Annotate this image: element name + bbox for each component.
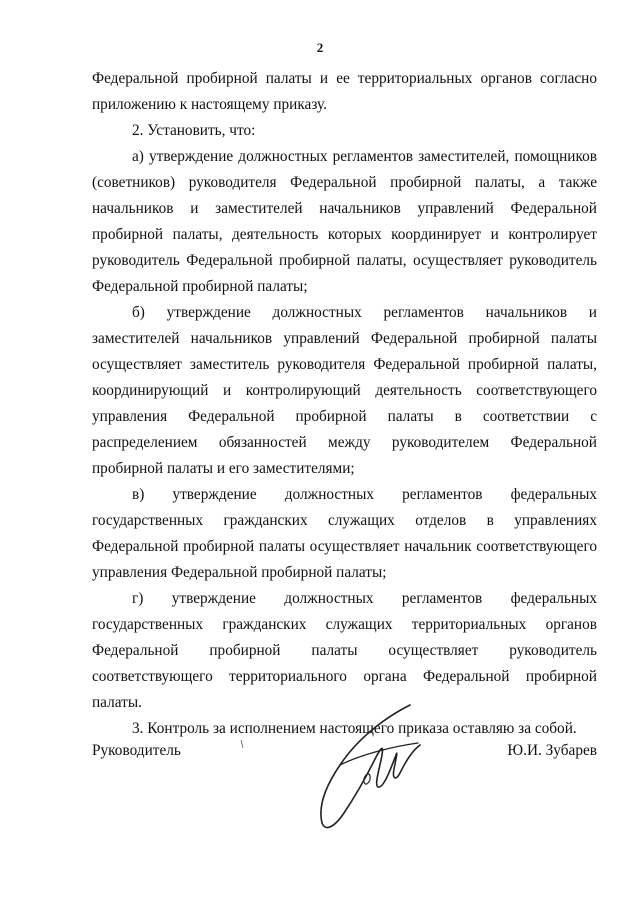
signatory-role: Руководитель bbox=[92, 742, 181, 759]
paragraph-item-2: 2. Установить, что: bbox=[132, 122, 256, 139]
page-number: 2 bbox=[316, 40, 324, 55]
handwritten-signature bbox=[300, 695, 440, 835]
signatory-name: Ю.И. Зубарев bbox=[507, 742, 597, 759]
paragraph-continuation: Федеральной пробирной палаты и ее территориальных органов согласно приложению к настоящему приказу. bbox=[92, 70, 597, 113]
paragraph-subitem-v: в) утверждение должностных регламентов федеральных государственных гражданских служащих отделов в управлениях Федеральной пробирной палаты осуществляет начальник соответствующего управления Федеральной пробирной палаты; bbox=[92, 486, 597, 581]
paragraph-subitem-a: а) утверждение должностных регламентов заместителей, помощников (советников) руководителя Федеральной пробирной палаты, а также начальников и заместителей начальников управлений Федеральной пробирной палаты, деятельность которых координирует и контролирует руководитель Федеральной пробирной палаты, осуществляет руководитель Федеральной пробирной палаты; bbox=[92, 148, 597, 295]
paragraph-subitem-g: г) утверждение должностных регламентов федеральных государственных гражданских служащих территориальных органов Федеральной пробирной палаты осуществляет руководитель соответствующего территориального органа Федеральной пробирной палаты. bbox=[92, 590, 597, 711]
paragraph-subitem-b: б) утверждение должностных регламентов начальников и заместителей начальников управлений Федеральной пробирной палаты осуществляет заместитель руководителя Федеральной пробирной палаты, координирующий и контролирующий деятельность соответствующего управления Федеральной пробирной палаты в соответствии с распределением обязанностей между руководителем Федеральной пробирной палаты и его заместителями; bbox=[92, 304, 597, 477]
document-body bbox=[92, 66, 597, 742]
stray-mark bbox=[240, 740, 244, 748]
paragraph-item-3: 3. Контроль за исполнением настоящего приказа оставляю за собой. bbox=[132, 720, 577, 737]
